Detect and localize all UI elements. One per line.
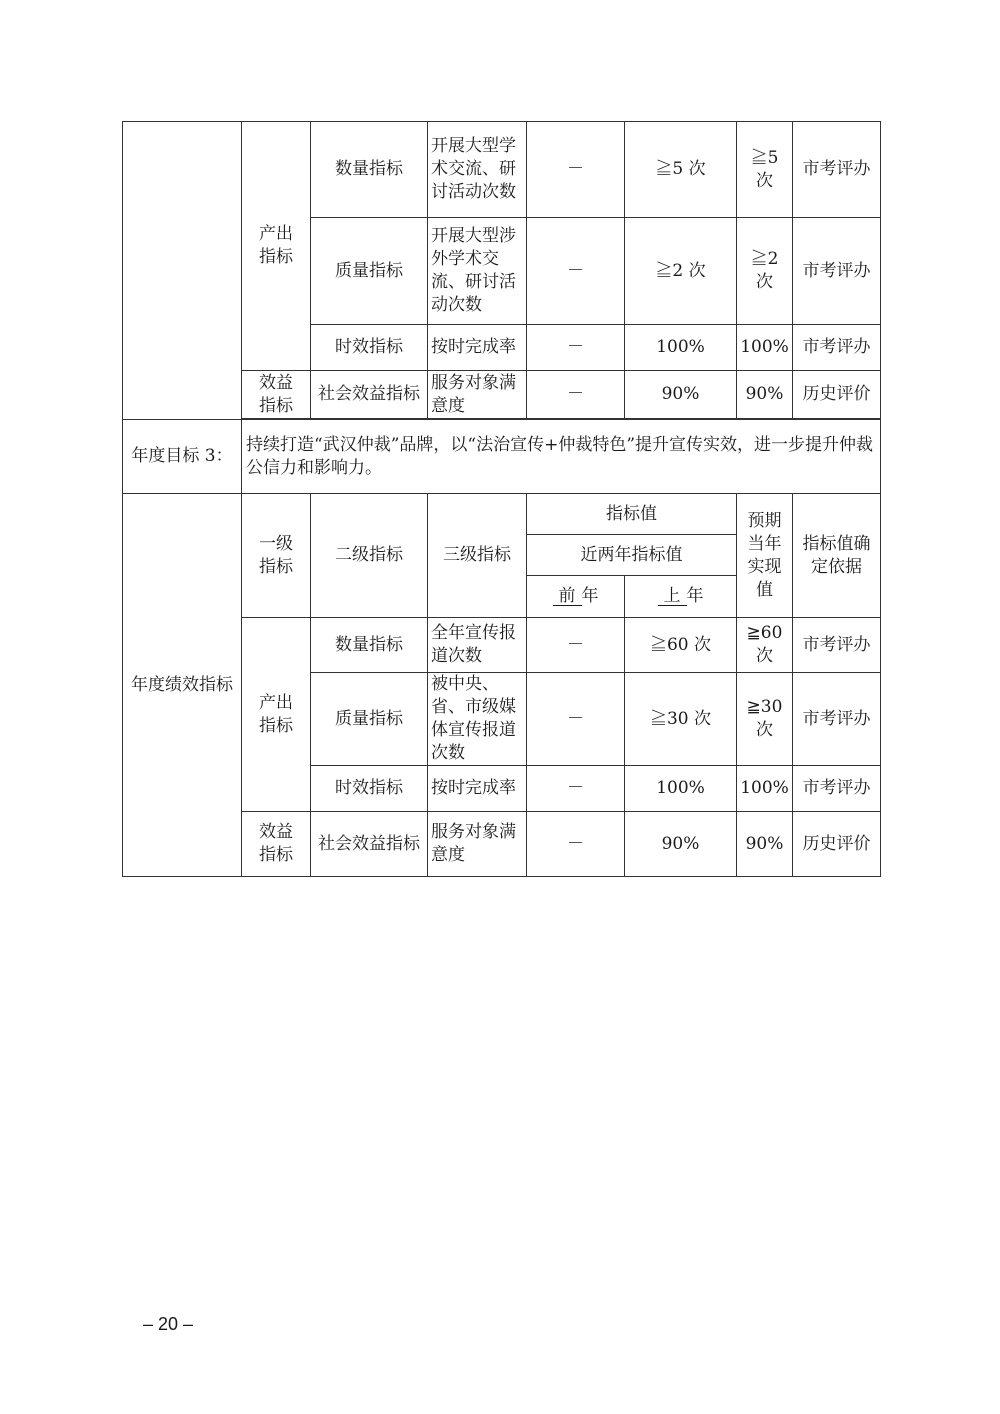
- last-year-value: 100%: [625, 766, 737, 812]
- prev-year-value: －: [527, 371, 625, 419]
- level3-cell: 按时完成率: [428, 766, 527, 812]
- level3-cell: 全年宣传报道次数: [428, 618, 527, 673]
- last-year-value: 100%: [625, 325, 737, 371]
- prev-year-value: －: [527, 218, 625, 325]
- goal-row: [123, 420, 881, 494]
- prev-year-value: －: [527, 673, 625, 766]
- level2-cell: 质量指标: [311, 218, 428, 325]
- basis-cell: 市考评办: [793, 766, 881, 812]
- header-indicator-value: 指标值: [527, 494, 737, 535]
- basis-cell: 市考评办: [793, 218, 881, 325]
- year-suffix: 年: [686, 586, 704, 606]
- level1-output: 产出 指标: [242, 618, 311, 812]
- level3-cell: 开展大型学术交流、研讨活动次数: [428, 122, 527, 218]
- basis-cell: 历史评价: [793, 371, 881, 419]
- prev-year-value: －: [527, 618, 625, 673]
- performance-indicator-table: [122, 121, 881, 877]
- basis-cell: 市考评办: [793, 618, 881, 673]
- last-year-value: 90%: [625, 812, 737, 877]
- last-year-value: 90%: [625, 371, 737, 419]
- prev-year-value: －: [527, 325, 625, 371]
- level2-cell: 数量指标: [311, 618, 428, 673]
- expected-value: 100%: [737, 325, 793, 371]
- level2-cell: 社会效益指标: [311, 812, 428, 877]
- level3-cell: 按时完成率: [428, 325, 527, 371]
- prev-year-value: －: [527, 122, 625, 218]
- level1-output: 产出 指标: [242, 122, 311, 371]
- prev-year-word: 前: [553, 587, 582, 606]
- level2-cell: 社会效益指标: [311, 371, 428, 419]
- expected-value: 90%: [737, 812, 793, 877]
- goal-label: 年度目标 3：: [123, 420, 242, 494]
- level3-cell: 被中央、省、市级媒体宣传报道次数: [428, 673, 527, 766]
- header-basis: 指标值确 定依据: [793, 494, 881, 618]
- basis-cell: 市考评办: [793, 673, 881, 766]
- level2-cell: 数量指标: [311, 122, 428, 218]
- year-suffix: 年: [581, 586, 599, 606]
- expected-value: ≧30 次: [737, 673, 793, 766]
- expected-value: ≧5 次: [737, 122, 793, 218]
- basis-cell: 市考评办: [793, 325, 881, 371]
- level3-cell: 开展大型涉外学术交流、研讨活动次数: [428, 218, 527, 325]
- expected-value: 90%: [737, 371, 793, 419]
- level2-cell: 时效指标: [311, 325, 428, 371]
- header-level2: 二级指标: [311, 494, 428, 618]
- prev-year-value: －: [527, 766, 625, 812]
- level2-cell: 时效指标: [311, 766, 428, 812]
- last-year-word: 上: [658, 587, 687, 606]
- header-level1: 一级 指标: [242, 494, 311, 618]
- last-year-value: ≧30 次: [625, 673, 737, 766]
- page-number: – 20 –: [143, 1314, 194, 1334]
- expected-value: ≧2 次: [737, 218, 793, 325]
- header-prev-year: [527, 576, 625, 618]
- header-last-year: [625, 576, 737, 618]
- header-row: [123, 494, 881, 535]
- expected-value: ≧60 次: [737, 618, 793, 673]
- goal-text: 持续打造“武汉仲裁”品牌，以“法治宣传+仲裁特色”提升宣传实效，进一步提升仲裁公信力和影响力。: [242, 420, 881, 494]
- last-year-value: ≧2 次: [625, 218, 737, 325]
- last-year-value: ≧60 次: [625, 618, 737, 673]
- level1-benefit: 效益 指标: [242, 371, 311, 419]
- basis-cell: 历史评价: [793, 812, 881, 877]
- header-level3: 三级指标: [428, 494, 527, 618]
- header-expected: 预期 当年 实现 值: [737, 494, 793, 618]
- section-label: 年度绩效指标: [123, 494, 242, 877]
- header-recent-two-years: 近两年指标值: [527, 535, 737, 576]
- section-label-cell: [123, 122, 242, 420]
- basis-cell: 市考评办: [793, 122, 881, 218]
- level3-cell: 服务对象满意度: [428, 812, 527, 877]
- level2-cell: 质量指标: [311, 673, 428, 766]
- last-year-value: ≧5 次: [625, 122, 737, 218]
- prev-year-value: －: [527, 812, 625, 877]
- table-row: [123, 122, 881, 218]
- level1-benefit: 效益 指标: [242, 812, 311, 877]
- level3-cell: 服务对象满意度: [428, 371, 527, 419]
- expected-value: 100%: [737, 766, 793, 812]
